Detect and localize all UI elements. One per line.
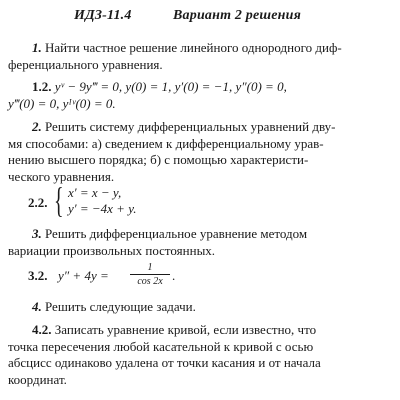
task-3-number: 3. [32,226,42,241]
task-4-text: Решить следующие задачи. [45,299,196,314]
task-4-2-line-3: абсцисс одинаково удалена от точки касания и от начала [8,355,321,370]
task-4-2 [8,322,392,388]
task-2-text-1: Решить систему дифференциальных уравнений дву- [45,119,336,134]
task-2-statement-line-2: мя способами: а) сведением к дифференциальному урав- [8,135,324,151]
task-4-2-line-1 [8,322,392,339]
task-4-2-number: 4.2. [32,322,52,337]
fraction-numerator: 1 [147,262,153,273]
task-4-2-text-1: Записать уравнение кривой, если известно, что [54,322,317,337]
assignment-code: ИДЗ-11.4 [74,8,132,23]
system-brace: { [54,180,64,220]
system-equation-2: y′ = −4x + y. [68,201,137,216]
task-3-2-number: 3.2. [28,268,48,283]
variant-title: Вариант 2 решения [173,8,302,23]
task-1-2-equation-2: y‴(0) = 0, yᴵᵛ(0) = 0. [8,95,116,111]
task-1-statement-line-2: ференциального уравнения. [8,56,163,72]
task-4-number: 4. [32,299,42,314]
task-3-statement-line-2: вариации произвольных постоянных. [8,242,216,258]
fraction-denominator: cos 2x [137,276,163,287]
task-2-statement-line-3: нению высшего порядка; б) с помощью характеристи- [8,152,309,167]
task-1-2-equation-1: yᵛ − 9y‴ = 0, y(0) = 1, y′(0) = −1, y″(0) = 0, [54,79,287,94]
task-4-2-line-2: точка пересечения любой касательной к кривой с осью [8,338,314,354]
task-1-2-equation [8,79,392,112]
task-3-text-1: Решить дифференциальное уравнение методом [45,226,308,241]
task-4-statement [8,299,392,316]
equation-lhs: y″ + 4y = [58,268,109,283]
task-1-2-number: 1.2. [32,79,52,94]
task-1-number: 1. [32,40,42,55]
task-1-2-line-1 [8,79,392,96]
equation-end: . [172,268,176,283]
task-4-2-line-4: координат. [8,371,67,387]
task-1-text-1: Найти частное решение линейного однородного диф- [45,40,342,55]
task-2 [8,119,392,185]
task-4 [8,299,392,316]
task-2-statement-line-1 [8,119,392,136]
task-1-statement-line-1 [8,40,392,57]
task-1 [8,40,392,73]
task-2-statement-line-4: ческого уравнения. [8,168,115,184]
task-2-2-number: 2.2. [28,195,48,210]
task-3-statement-line-1 [8,226,392,243]
fraction-bar [130,274,170,275]
fraction [130,262,170,287]
task-2-number: 2. [32,119,42,134]
task-3 [8,226,392,259]
system-equation-1: x′ = x − y, [68,185,122,200]
